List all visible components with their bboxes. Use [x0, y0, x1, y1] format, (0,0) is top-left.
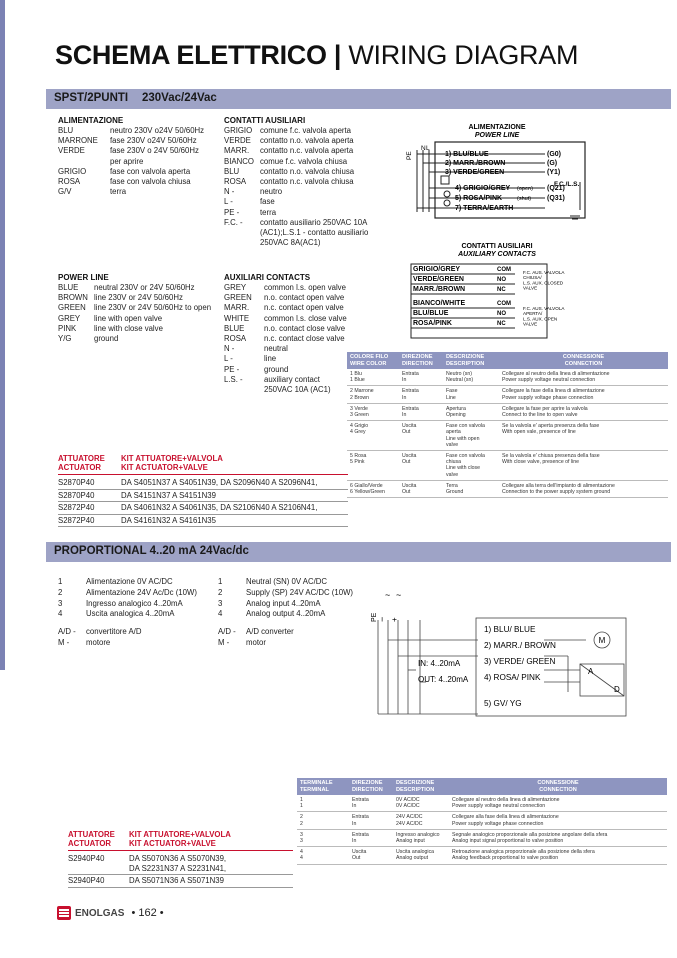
actuator-table-1	[58, 454, 348, 529]
att1-kit: DA S4061N32 A S4061N35, DA S2106N40 A S2106N41,	[121, 503, 318, 512]
prop-en-value: Analog output 4..20mA	[246, 609, 326, 619]
diag1-aux-code: NC	[497, 287, 506, 293]
prop-it-key: 3	[58, 598, 63, 608]
table1-cell: 4 Grigio 4 Grey	[347, 421, 399, 451]
contatti-key: L -	[224, 197, 233, 207]
prop-en-value: Analog input 4..20mA	[246, 598, 321, 608]
power-heading: POWER LINE	[58, 273, 109, 282]
alim-key: G/V	[58, 187, 72, 197]
auxiliary-key: GREEN	[224, 293, 252, 303]
enolgas-logo-icon	[57, 906, 71, 920]
table1-header: DIREZIONE DIRECTION	[399, 352, 443, 369]
table1-cell: Neutro (sn) Neutral (sn)	[443, 369, 499, 386]
diag2-plus: +	[390, 617, 399, 622]
diag2-d: D	[614, 685, 620, 694]
auxiliary-value: n.c. contact open valve	[264, 303, 344, 313]
power-key: GREY	[58, 313, 81, 323]
page-title	[55, 38, 578, 72]
auxiliary-key: ROSA	[224, 334, 247, 343]
prop-en2-value: A/D converter	[246, 627, 294, 636]
connection-table-1	[347, 352, 668, 498]
table1-cell: Apertura Opening	[443, 403, 499, 420]
section-bar-prop: PROPORTIONAL 4..20 mA 24Vac/dc	[54, 545, 249, 557]
section-bar-proportional	[46, 542, 671, 562]
diag2-wire-label: 1) BLU/ BLUE	[484, 625, 536, 634]
contatti-value: terra	[260, 207, 277, 217]
diag1-heading1: ALIMENTAZIONE	[468, 124, 526, 131]
d1-note1-line: VALVE	[523, 285, 538, 291]
power-key: Y/G	[58, 334, 72, 343]
table2-row	[297, 829, 667, 846]
power-value: line with open valve	[94, 313, 163, 323]
table1-row	[347, 451, 668, 481]
section-bar-spst	[46, 89, 671, 109]
prop-it-value: Uscita analogica 4..20mA	[86, 609, 175, 619]
table1-header: CONNESSIONE CONNECTION	[499, 352, 668, 369]
power-key: PINK	[58, 323, 77, 333]
att1-kit: DA S4151N37 A S4151N39	[121, 490, 216, 500]
prop-en2-key: M -	[218, 637, 230, 647]
alim-value: fase con valvola aperta	[110, 166, 191, 176]
auxiliary-value: n.o. contact close valve	[264, 323, 346, 333]
table1-row	[347, 421, 668, 451]
table1-cell: Collegare al neutro della linea di alimentazione Power supply voltage neutral connection	[499, 369, 668, 386]
contatti-heading: CONTATTI AUSILIARI	[224, 116, 306, 125]
alim-key: GRIGIO	[58, 166, 87, 176]
prop-en2-value: motor	[246, 637, 266, 647]
prop-it-key: 2	[58, 587, 63, 597]
alim-key: BLU	[58, 126, 74, 135]
diag1-l: L	[426, 145, 430, 152]
auxiliary-key: N -	[224, 344, 235, 354]
table1-cell: Uscita Out	[399, 480, 443, 497]
table1-cell: Collegare la fase della linea di alimentazione Power supply voltage phase connection	[499, 386, 668, 403]
auxiliary-key: BLUE	[224, 323, 245, 333]
alim-value: per aprire	[110, 156, 144, 166]
diag1-wire-code: (G0)	[547, 151, 561, 158]
contatti-key: BLU	[224, 166, 240, 176]
att2-kit: DA S5071N36 A S5071N39	[129, 876, 224, 885]
diag2-a: A	[588, 667, 594, 676]
table2-cell: Collegare al neutro della linea di alimentazione Power supply voltage neutral connection	[449, 795, 667, 812]
power-value: ground	[94, 334, 119, 343]
table2-row	[297, 795, 667, 812]
contatti-value: contatto n.o. valvola chiusa	[260, 166, 355, 176]
table1-cell: 2 Marrone 2 Brown	[347, 386, 399, 403]
diag1-wire-label: 7) TERRA/EARTH	[455, 205, 514, 212]
table2-cell: Entrata In	[349, 829, 393, 846]
auxiliary-value: ground	[264, 364, 289, 374]
prop-en-key: 2	[218, 587, 223, 597]
title-light: WIRING DIAGRAM	[348, 40, 579, 70]
diag1-wire-code: (Y1)	[547, 169, 561, 176]
alim-value: fase 230V o 24V 50/60Hz	[110, 146, 199, 156]
contatti-key: BIANCO	[224, 156, 254, 166]
table1-cell: 5 Rosa 5 Pink	[347, 451, 399, 481]
prop-en-key: 4	[218, 609, 223, 619]
table1-cell: Uscita Out	[399, 451, 443, 481]
table1-cell: Fase con valvola chiusa Line with close valve	[443, 451, 499, 481]
diag2-wire-label: 2) MARR./ BROWN	[484, 641, 556, 650]
table2-cell: Retroazione analogica proporzionale alla posizione della sfera Analog feedback proportional to valve position	[449, 847, 667, 864]
alim-key: MARRONE	[58, 136, 98, 146]
att1-h1: ATTUATORE ACTUATOR	[58, 454, 105, 472]
contatti-value: contatto ausiliario 250VAC 10A	[260, 217, 368, 227]
contatti-value: contatto n.o. valvola aperta	[260, 136, 354, 146]
diag2-wire-label: 5) GV/ YG	[484, 699, 522, 708]
d1-note2-line: APERTA/	[523, 311, 543, 317]
alim-value: fase con valvola chiusa	[110, 177, 191, 186]
att1-actuator: S2870P40	[58, 478, 95, 487]
diag2-tilde2: ~	[396, 590, 402, 600]
table2-row	[297, 847, 667, 864]
contatti-key: F.C. -	[224, 217, 243, 227]
diag1-wire-extra: (open)	[517, 186, 533, 192]
table1-cell: Terra Ground	[443, 480, 499, 497]
wiring-diagram-1	[405, 118, 667, 350]
prop-en-key: 1	[218, 577, 223, 586]
alim-key: ROSA	[58, 177, 81, 186]
prop-en2-key: A/D -	[218, 627, 236, 636]
att1-actuator: S2872P40	[58, 503, 95, 512]
diag2-wire-label: 4) ROSA/ PINK	[484, 673, 541, 682]
diag1-wire-code: (G)	[547, 160, 558, 167]
alim-heading: ALIMENTAZIONE	[58, 116, 124, 125]
contatti-key: ROSA	[224, 177, 247, 186]
connection-table-2	[297, 778, 667, 865]
auxiliary-value: common l.s. open valve	[264, 283, 346, 292]
d1-note1-line: L.S. AUX. CLOSED	[523, 280, 564, 286]
att1-actuator: S2872P40	[58, 515, 95, 525]
diag2-out: OUT: 4..20mA	[418, 675, 469, 684]
att2-actuator: S2940P40	[68, 876, 105, 885]
table2-header: CONNESSIONE CONNECTION	[449, 778, 667, 795]
table2-cell: Collegare alla fase della linea di alimentazione Power supply voltage phase connection	[449, 812, 667, 829]
table2-cell: Entrata In	[349, 812, 393, 829]
prop-it2-key: M -	[58, 637, 70, 647]
table1-cell: Uscita Out	[399, 421, 443, 451]
power-value: line 230V or 24V 50/60Hz to open	[94, 303, 212, 313]
contatti-value: contatto n.c. valvola aperta	[260, 146, 354, 156]
auxiliary-value: n.o. contact open valve	[264, 293, 345, 303]
diag1-aux-label: BIANCO/WHITE	[413, 300, 466, 307]
section-bar-left: SPST/2PUNTI	[54, 92, 129, 104]
table1-cell: Se la valvola e' aperta presenza della fase With open vale, presence of line	[499, 421, 668, 451]
auxiliary-value: line	[264, 354, 277, 364]
table2-cell: Entrata In	[349, 795, 393, 812]
diag1-note-closed	[523, 270, 565, 291]
table1-cell: Entrata In	[399, 403, 443, 420]
table2-row	[297, 812, 667, 829]
diag1-wire-code: (Q31)	[547, 195, 565, 202]
diag2-wire-labels	[484, 625, 556, 708]
diag2-m: M	[598, 636, 606, 645]
prop-it2-key: A/D -	[58, 627, 76, 636]
table2-cell: 2 2	[297, 812, 349, 829]
auxiliary-value: n.c. contact close valve	[264, 334, 345, 343]
table2-header: DIREZIONE DIRECTION	[349, 778, 393, 795]
auxiliary-value: auxiliary contact	[264, 374, 320, 384]
diag1-aux-label: VERDE/GREEN	[413, 276, 464, 283]
auxiliary-key: WHITE	[224, 313, 250, 323]
d1-note2-line: VALVE	[523, 321, 538, 327]
att2-h1: ATTUATORE ACTUATOR	[68, 830, 115, 848]
diag1-pe: PE	[406, 151, 413, 160]
prop-it-key: 1	[58, 577, 63, 586]
table2-cell: 0V AC/DC 0V AC/DC	[393, 795, 449, 812]
table2-cell: Uscita analogica Analog output	[393, 847, 449, 864]
att1-h2: KIT ATTUATORE+VALVOLA KIT ACTUATOR+VALVE	[121, 454, 223, 472]
alim-value: neutro 230V o24V 50/60Hz	[110, 126, 205, 135]
diag1-aux-code: NO	[497, 311, 506, 317]
footer-page: • 162 •	[131, 907, 164, 919]
prop-it2-value: motore	[86, 637, 111, 647]
table1-cell: 1 Blu 1 Blue	[347, 369, 399, 386]
table2-cell: 24V AC/DC 24V AC/DC	[393, 812, 449, 829]
att2-actuator: S2940P40	[68, 854, 105, 863]
auxiliary-key: L.S. -	[224, 374, 243, 384]
table2-cell: Ingresso analogico Analog input	[393, 829, 449, 846]
power-value: line 230V or 24V 50/60Hz	[94, 293, 183, 303]
alim-value: fase 230V o24V 50/60Hz	[110, 136, 197, 146]
table1-row	[347, 386, 668, 403]
auxiliary-value: 250VAC 10A (AC1)	[264, 385, 331, 394]
diag1-aux-label: ROSA/PINK	[413, 320, 452, 327]
table1-cell: Collegare alla terra dell'impianto di alimentazione Connection to the power supply system ground	[499, 480, 668, 497]
auxiliary-heading: AUXILIARI CONTACTS	[224, 273, 311, 282]
contatti-value: comue f.c. valvola chiusa	[260, 156, 348, 166]
prop-en-value: Supply (SP) 24V AC/DC (10W)	[246, 587, 354, 597]
diag1-fcls: F.C./L.S.	[554, 181, 580, 188]
table1-row	[347, 403, 668, 420]
att2-kit: DA S5070N36 A S5070N39, DA S2231N37 A S2231N41,	[129, 854, 227, 873]
actuator-table-2	[68, 830, 293, 888]
auxiliary-key: MARR.	[224, 303, 250, 313]
contatti-key: N -	[224, 187, 235, 197]
diag1-aux-code: NC	[497, 321, 506, 327]
power-value: neutral 230V or 24V 50/60Hz	[94, 283, 195, 292]
contatti-value: fase	[260, 197, 275, 207]
contatti-key: PE -	[224, 207, 240, 217]
contatti-key: VERDE	[224, 136, 251, 146]
power-value: line with close valve	[94, 323, 163, 333]
section-bar-right: 230Vac/24Vac	[142, 92, 217, 104]
diag1-heading2: CONTATTI AUSILIARI	[461, 243, 533, 250]
contatti-value: neutro	[260, 187, 283, 197]
diag1-wire-label: 5) ROSA/PINK	[455, 195, 503, 202]
table1-cell: Fase Line	[443, 386, 499, 403]
d1-note2-line: F.C. AUS. VALVOLA	[523, 306, 565, 311]
footer	[57, 906, 164, 920]
diag1-wire-labels	[445, 151, 565, 212]
prop-it2-value: convertitore A/D	[86, 627, 142, 636]
diag2-tilde1: ~	[385, 590, 391, 600]
diag1-aux-label: BLU/BLUE	[413, 310, 449, 317]
auxiliary-value: neutral	[264, 344, 288, 354]
table1-row	[347, 480, 668, 497]
table1-cell: Se la valvola e' chiusa presenza della fase With close valve, presence of line	[499, 451, 668, 481]
att1-actuator: S2870P40	[58, 490, 95, 500]
table1-cell: Fase con valvola aperta Line with open valve	[443, 421, 499, 451]
diag1-wire-label: 2) MARR./BROWN	[445, 160, 506, 167]
table2-cell: Segnale analogico proporzionale alla posizione angolare della sfera Analog input signal proportional to valve position	[449, 829, 667, 846]
contatti-key: GRIGIO	[224, 126, 253, 135]
table1-cell: Entrata In	[399, 386, 443, 403]
att1-kit: DA S4051N37 A S4051N39, DA S2096N40 A S2096N41,	[121, 478, 318, 487]
sidebar-accent	[0, 0, 5, 670]
auxiliary-key: L -	[224, 354, 233, 364]
diag1-wire-extra: (shut)	[517, 196, 532, 202]
contatti-value: comune f.c. valvola aperta	[260, 126, 352, 135]
prop-it-value: Alimentazione 0V AC/DC	[86, 577, 173, 586]
auxiliary-value: common l.s. close valve	[264, 313, 347, 323]
diag1-wire-label: 4) GRIGIO/GREY	[455, 185, 511, 192]
table1-row	[347, 369, 668, 386]
prop-it-value: Alimentazione 24V Ac/Dc (10W)	[86, 587, 197, 597]
diag1-aux-code: COM	[497, 267, 511, 273]
table1-header: COLORE FILO WIRE COLOR	[347, 352, 399, 369]
title-bold: SCHEMA ELETTRICO |	[55, 40, 342, 70]
d1-note1-line: CHIUSA/	[523, 275, 542, 281]
d1-note1-line: F.C. AUS. VALVOLA	[523, 270, 565, 275]
table1-cell: Collegare la fase per aprire la valvola Connect to the line to open valve	[499, 403, 668, 420]
prop-it-value: Ingresso analogico 4..20mA	[86, 598, 183, 608]
power-key: BROWN	[58, 293, 88, 303]
table2-cell: 1 1	[297, 795, 349, 812]
table2-header: DESCRIZIONE DESCRIPTION	[393, 778, 449, 795]
diag2-wire-label: 3) VERDE/ GREEN	[484, 657, 556, 666]
diag1-aux-code: COM	[497, 301, 511, 307]
footer-brand: ENOLGAS	[75, 907, 125, 919]
diag1-heading1b: POWER LINE	[474, 132, 520, 139]
diag1-wire-label: 1) BLU/BLUE	[445, 151, 489, 158]
diag1-aux-label: MARR./BROWN	[413, 286, 466, 293]
prop-it-key: 4	[58, 609, 63, 619]
auxiliary-key: PE -	[224, 364, 240, 374]
table2-cell: Uscita Out	[349, 847, 393, 864]
prop-en-value: Neutral (SN) 0V AC/DC	[246, 577, 328, 586]
table1-cell: Entrata In	[399, 369, 443, 386]
table1-cell: 3 Verde 3 Green	[347, 403, 399, 420]
contatti-value: (AC1);L.S.1 - contatto ausiliario	[260, 228, 369, 237]
diag1-wire-label: 3) VERDE/GREEN	[445, 169, 505, 176]
diag2-minus: −	[377, 616, 387, 622]
diag1-aux-code: NO	[497, 277, 506, 283]
table2-header: TERMINALE TERMINAL	[297, 778, 349, 795]
power-key: GREEN	[58, 303, 86, 313]
table1-cell: 6 Giallo/Verde 6 Yellow/Green	[347, 480, 399, 497]
diag1-aux-label: GRIGIO/GREY	[413, 266, 461, 273]
diag1-n: N	[421, 145, 426, 152]
diag2-pe: PE	[371, 612, 378, 622]
table2-cell: 4 4	[297, 847, 349, 864]
prop-en-key: 3	[218, 598, 223, 608]
att2-h2: KIT ATTUATORE+VALVOLA KIT ACTUATOR+VALVE	[129, 830, 231, 848]
d1-note2-line: L.S. AUX. OPEN	[523, 316, 558, 322]
diag1-note-open	[523, 306, 565, 327]
table2-cell: 3 3	[297, 829, 349, 846]
auxiliary-key: GREY	[224, 283, 247, 292]
contatti-key: MARR.	[224, 146, 250, 156]
alim-value: terra	[110, 187, 127, 197]
power-key: BLUE	[58, 283, 79, 292]
att1-kit: DA S4161N32 A S4161N35	[121, 515, 216, 525]
diag1-wire-code: (Q21)	[547, 185, 565, 192]
wiring-diagram-2	[368, 590, 638, 720]
diag1-heading2b: AUXILIARY CONTACTS	[458, 251, 536, 258]
diag2-in: IN: 4..20mA	[418, 659, 461, 668]
contatti-value: 250VAC 8A(AC1)	[260, 238, 321, 248]
alim-key: VERDE	[58, 146, 85, 156]
contatti-value: contatto n.c. valvola chiusa	[260, 177, 354, 186]
table1-header: DESCRIZIONE DESCRIPTION	[443, 352, 499, 369]
